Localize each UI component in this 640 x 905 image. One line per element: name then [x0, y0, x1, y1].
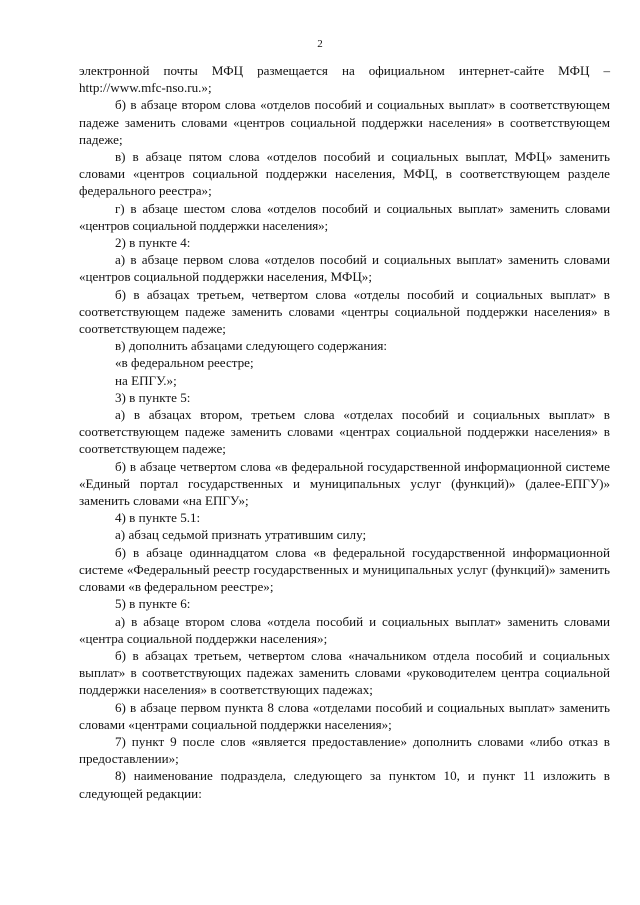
paragraph-item: в) в абзаце пятом слова «отделов пособий и социальных выплат, МФЦ» заменить словами «центров социальной поддержки населения, МФЦ, в соответствующем разделе федерального реестра»;	[79, 149, 610, 199]
paragraph-item: на ЕПГУ.»;	[115, 372, 177, 388]
paragraph-item: 2) в пункте 4:	[115, 235, 191, 251]
paragraph-item: 3) в пункте 5:	[115, 389, 191, 405]
paragraph-item: 4) в пункте 5.1:	[115, 510, 201, 526]
page-number: 2	[317, 38, 323, 50]
paragraph-item: 5) в пункте 6:	[115, 596, 191, 612]
paragraph-item: в) дополнить абзацами следующего содержания:	[115, 338, 388, 354]
paragraph-item: б) в абзацах третьем, четвертом слова «отделы пособий и социальных выплат» в соответствующем падеже заменить словами «центры социальной поддержки населения» в соответствующем падеже;	[79, 286, 610, 337]
paragraph-continuation: электронной почты МФЦ размещается на официальном интернет-сайте МФЦ – http://www.mfc-nso.ru.»;	[79, 63, 610, 96]
paragraph-item: б) в абзацах третьем, четвертом слова «начальником отдела пособий и социальных выплат» в соответствующих падежах заменить словами «руководителем центра социальной поддержки населения» в соответствующих падежах;	[79, 647, 610, 698]
paragraph-item: а) в абзаце первом слова «отделов пособий и социальных выплат» заменить словами «центров социальной поддержки населения, МФЦ»;	[79, 252, 610, 285]
paragraph-item: б) в абзаце четвертом слова «в федеральной государственной информационной системе «Единый портал государственных и муниципальных услуг (функций)» (далее-ЕПГУ)» заменить словами «на ЕПГУ»;	[79, 458, 610, 509]
paragraph-item: б) в абзаце одиннадцатом слова «в федеральной государственной информационной системе «Федеральный реестр государственных и муниципальных услуг (функций)» заменить словами «в федеральном реестре»;	[79, 544, 610, 595]
paragraph-item: б) в абзаце втором слова «отделов пособий и социальных выплат» в соответствующем падеже заменить словами «центров социальной поддержки населения» в соответствующем падеже;	[79, 97, 610, 147]
paragraph-item: а) абзац седьмой признать утратившим силу;	[115, 527, 367, 543]
paragraph-item: а) в абзацах втором, третьем слова «отделах пособий и социальных выплат» в соответствующем падеже заменить словами «центрах социальной поддержки населения» в соответствующем падеже;	[79, 407, 610, 457]
paragraph-item: 6) в абзаце первом пункта 8 слова «отделами пособий и социальных выплат» заменить словами «центрами социальной поддержки населения»;	[79, 699, 610, 732]
paragraph-item: 7) пункт 9 после слов «является предоставление» дополнить словами «либо отказ в предоставлении»;	[79, 733, 610, 767]
paragraph-item: «в федеральном реестре;	[115, 355, 254, 371]
document-body	[79, 62, 610, 802]
paragraph-item: а) в абзаце втором слова «отдела пособий и социальных выплат» заменить словами «центра социальной поддержки населения»;	[79, 613, 610, 646]
paragraph-item: г) в абзаце шестом слова «отделов пособий и социальных выплат» заменить словами «центров социальной поддержки населения»;	[79, 200, 610, 233]
paragraph-item: 8) наименование подраздела, следующего за пунктом 10, и пункт 11 изложить в следующей редакции:	[79, 768, 610, 801]
